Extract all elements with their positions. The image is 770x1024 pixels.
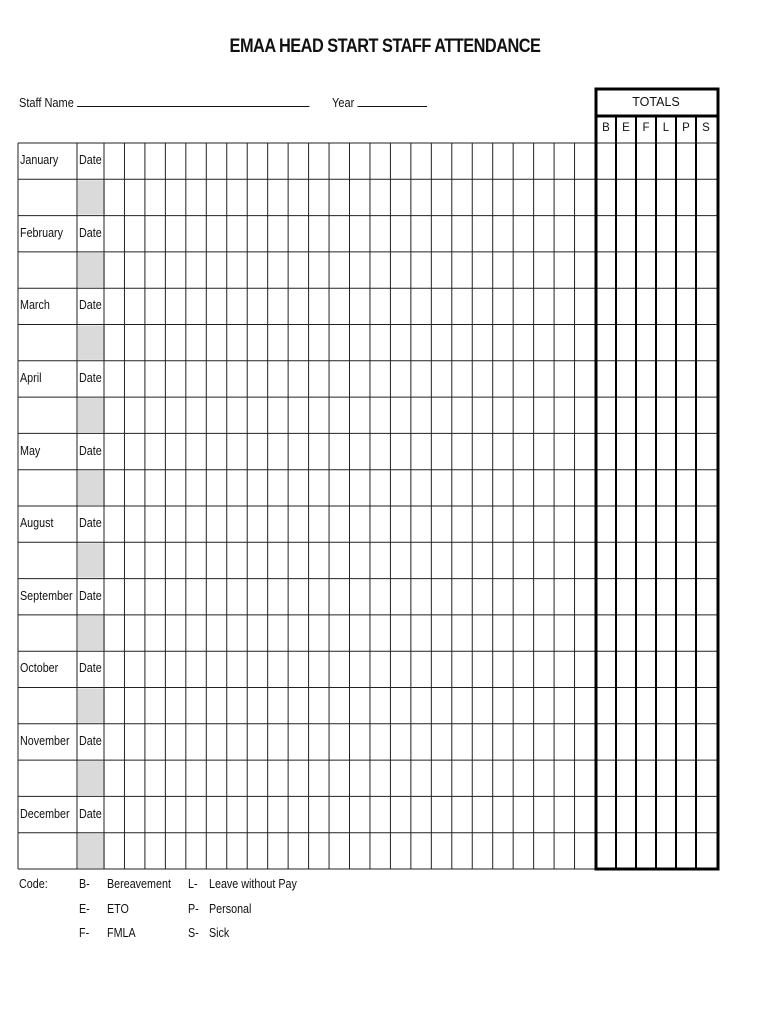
legend-code: L- xyxy=(188,877,198,891)
date-cell-shade xyxy=(78,761,105,795)
date-label: Date xyxy=(79,588,102,603)
date-label: Date xyxy=(79,733,102,748)
legend-text: FMLA xyxy=(107,926,136,940)
date-cell-shade xyxy=(78,689,105,723)
legend-code: E- xyxy=(79,901,90,916)
month-label-august: August xyxy=(20,516,54,531)
legend-code: F- xyxy=(79,926,90,940)
month-label-october: October xyxy=(20,661,59,676)
date-cell-shade xyxy=(78,326,105,360)
totals-code-s: S xyxy=(702,122,710,134)
legend-code: S- xyxy=(188,926,199,940)
date-cell-shade xyxy=(78,398,105,432)
totals-code-f: F xyxy=(642,122,650,134)
date-label: Date xyxy=(79,298,102,313)
date-label: Date xyxy=(79,661,102,676)
totals-heading: TOTALS xyxy=(632,95,680,109)
legend-code: B- xyxy=(79,877,90,891)
year-label: Year xyxy=(332,96,355,110)
totals-code-p: P xyxy=(682,122,690,134)
legend-text: Personal xyxy=(209,901,252,916)
legend-text: Bereavement xyxy=(107,877,171,891)
date-cell-shade xyxy=(78,543,105,577)
legend-text: Leave without Pay xyxy=(209,877,297,891)
date-label: Date xyxy=(79,370,102,385)
date-cell-shade xyxy=(78,834,105,868)
date-label: Date xyxy=(79,806,102,821)
month-label-november: November xyxy=(20,733,70,748)
totals-code-e: E xyxy=(622,122,630,134)
month-label-may: May xyxy=(20,443,41,458)
date-cell-shade xyxy=(78,471,105,505)
legend-text: Sick xyxy=(209,926,230,940)
month-label-december: December xyxy=(20,806,70,821)
date-label: Date xyxy=(79,516,102,531)
month-label-january: January xyxy=(20,153,59,168)
legend-text: ETO xyxy=(107,901,129,916)
totals-code-l: L xyxy=(662,122,670,134)
date-cell-shade xyxy=(78,180,105,214)
date-cell-shade xyxy=(78,253,105,287)
staff-name-label: Staff Name xyxy=(19,96,74,110)
month-label-april: April xyxy=(20,370,42,385)
date-label: Date xyxy=(79,443,102,458)
date-label: Date xyxy=(79,153,102,168)
page-title: EMAA HEAD START STAFF ATTENDANCE xyxy=(229,36,541,57)
totals-code-b: B xyxy=(602,122,610,134)
month-label-september: September xyxy=(20,588,73,603)
month-label-february: February xyxy=(20,225,64,240)
legend-label: Code: xyxy=(19,877,48,891)
date-cell-shade xyxy=(78,616,105,650)
date-label: Date xyxy=(79,225,102,240)
legend-code: P- xyxy=(188,901,199,916)
month-label-march: March xyxy=(20,298,50,313)
